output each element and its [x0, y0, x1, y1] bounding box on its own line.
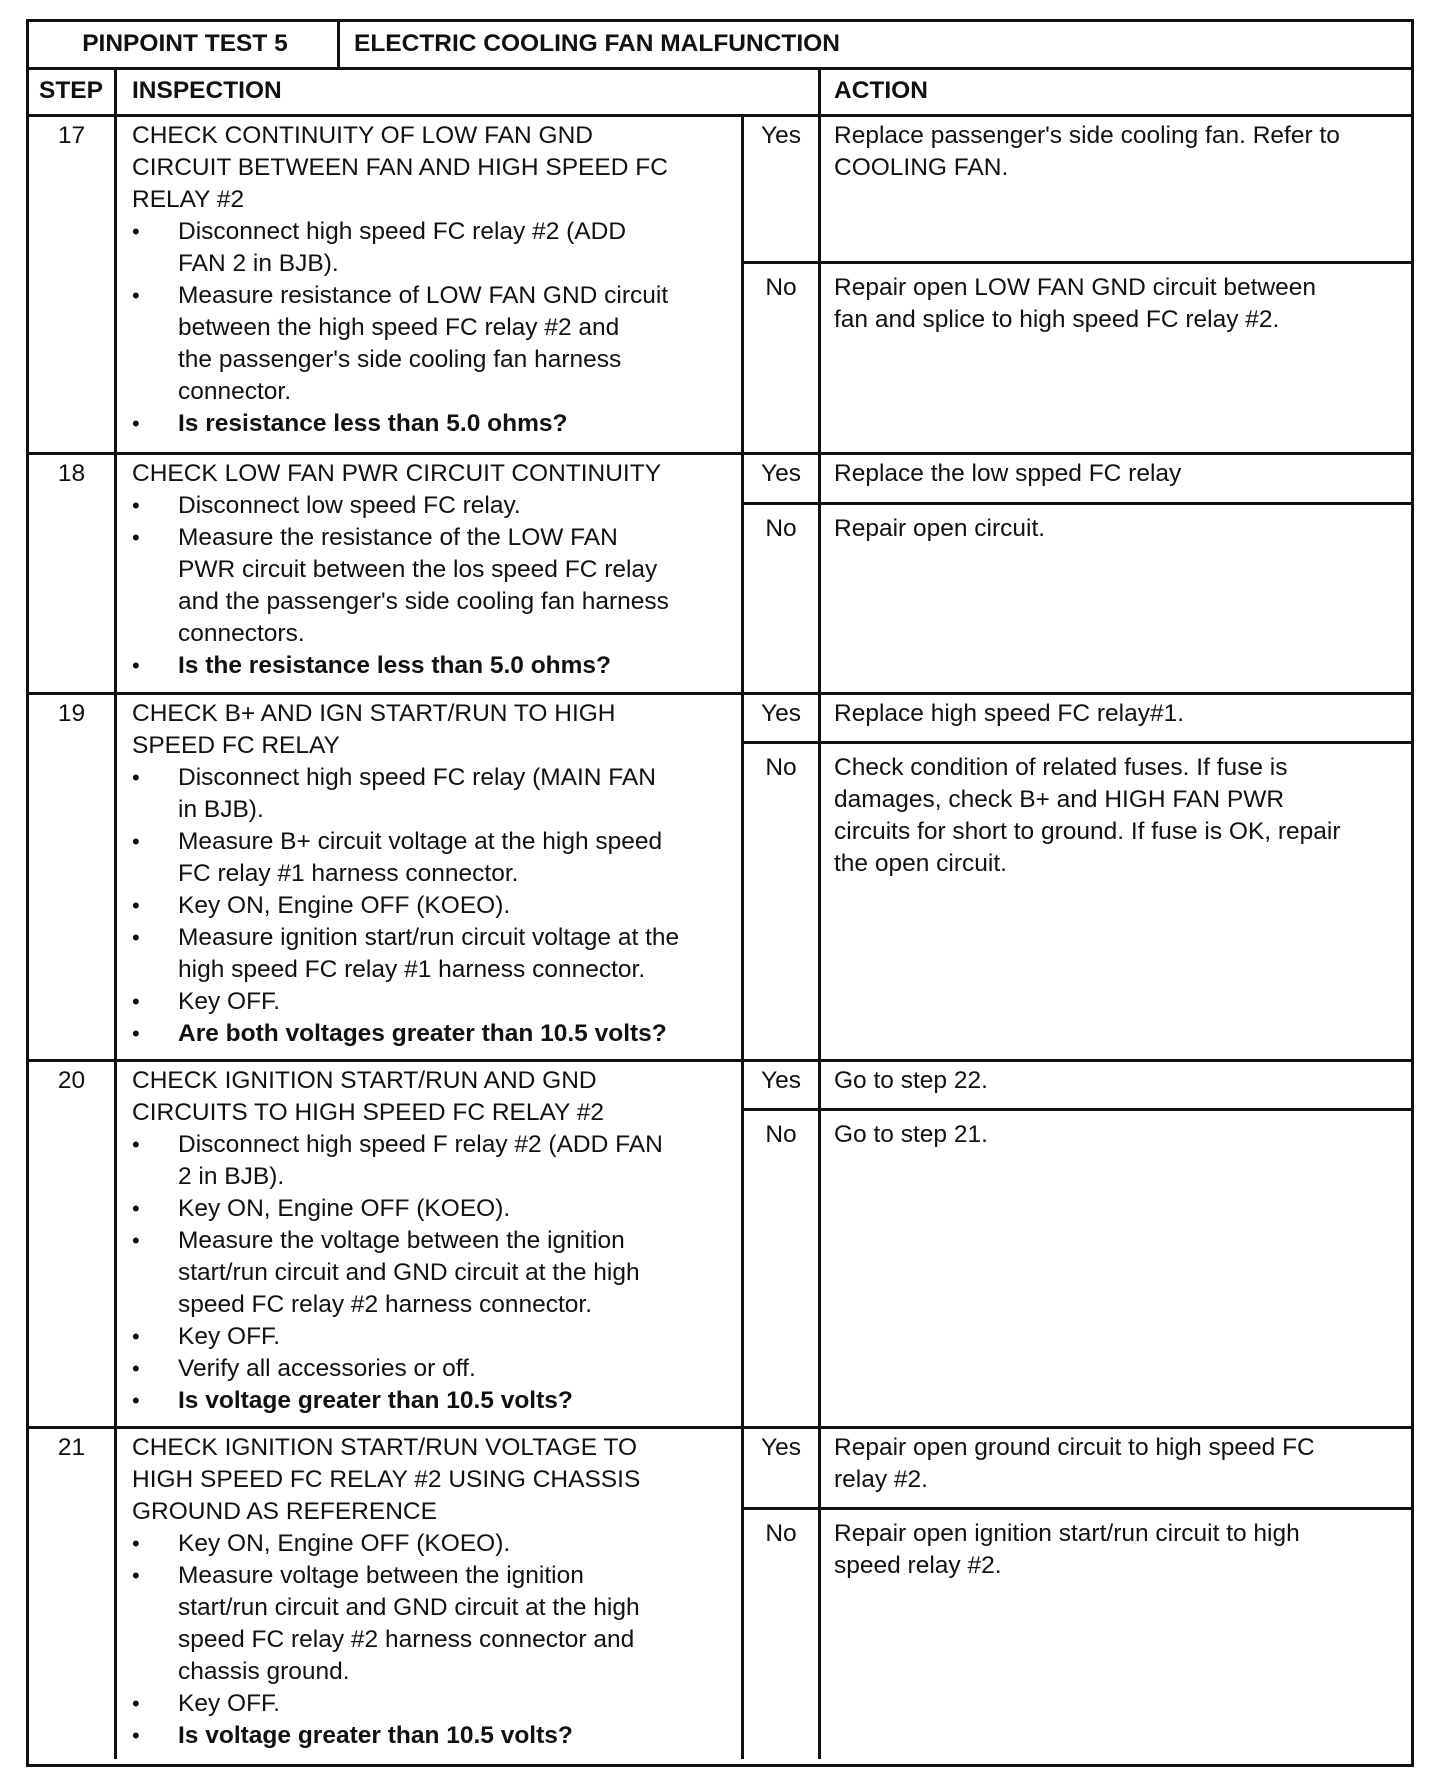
step-instruction-line: PWR circuit between the los speed FC relay — [178, 556, 658, 583]
bullet-icon: • — [132, 1356, 140, 1381]
bullet-icon: • — [132, 1021, 140, 1046]
step-instruction-line: Measure the resistance of the LOW FAN — [178, 524, 618, 551]
rule-vertical — [114, 67, 117, 1759]
yes-action-line: Replace passenger's side cooling fan. Refer to — [834, 122, 1340, 149]
bullet-icon: • — [132, 653, 140, 678]
col-header-step: STEP — [39, 77, 103, 104]
yes-action-line: COOLING FAN. — [834, 154, 1009, 181]
no-action-line: damages, check B+ and HIGH FAN PWR — [834, 786, 1285, 813]
rule-vertical — [818, 67, 821, 1759]
step-number: 19 — [57, 700, 86, 727]
bullet-icon: • — [132, 829, 140, 854]
bullet-icon: • — [132, 411, 140, 436]
step-title-line: HIGH SPEED FC RELAY #2 USING CHASSIS — [132, 1466, 641, 1493]
pinpoint-test-table — [26, 19, 1414, 1767]
step-instruction-line: connectors. — [178, 620, 305, 647]
step-instruction-line: Measure B+ circuit voltage at the high speed — [178, 828, 663, 855]
no-label: No — [765, 515, 797, 542]
bullet-icon: • — [132, 1563, 140, 1588]
step-instruction-line: Disconnect low speed FC relay. — [178, 492, 521, 519]
no-action-line: Repair open LOW FAN GND circuit between — [834, 274, 1317, 301]
no-label: No — [765, 754, 797, 781]
rule-horizontal — [741, 502, 1411, 505]
step-instruction-line: Disconnect high speed FC relay (MAIN FAN — [178, 764, 656, 791]
step-instruction-line: connector. — [178, 378, 292, 405]
yes-label: Yes — [761, 1434, 801, 1461]
step-question-line: Is resistance less than 5.0 ohms? — [178, 410, 568, 437]
rule-horizontal — [741, 1108, 1411, 1111]
step-title-line: CIRCUIT BETWEEN FAN AND HIGH SPEED FC — [132, 154, 668, 181]
step-question-line: Is the resistance less than 5.0 ohms? — [178, 652, 612, 679]
no-action-line: circuits for short to ground. If fuse is OK, repair — [834, 818, 1341, 845]
bullet-icon: • — [132, 1132, 140, 1157]
step-title-line: CHECK LOW FAN PWR CIRCUIT CONTINUITY — [132, 460, 662, 487]
step-instruction-line: Measure ignition start/run circuit voltage at the — [178, 924, 680, 951]
bullet-icon: • — [132, 493, 140, 518]
yes-label: Yes — [761, 1067, 801, 1094]
test-label: PINPOINT TEST 5 — [82, 30, 288, 57]
step-instruction-line: Disconnect high speed F relay #2 (ADD FAN — [178, 1131, 663, 1158]
yes-label: Yes — [761, 122, 801, 149]
step-title-line: RELAY #2 — [132, 186, 245, 213]
step-title-line: GROUND AS REFERENCE — [132, 1498, 437, 1525]
no-action-line: the open circuit. — [834, 850, 1007, 877]
step-number: 17 — [57, 122, 86, 149]
bullet-icon: • — [132, 1388, 140, 1413]
bullet-icon: • — [132, 1228, 140, 1253]
no-action-line: Repair open ignition start/run circuit to high — [834, 1520, 1300, 1547]
step-instruction-line: FC relay #1 harness connector. — [178, 860, 519, 887]
step-title-line: CHECK B+ AND IGN START/RUN TO HIGH — [132, 700, 616, 727]
step-instruction-line: and the passenger's side cooling fan harness — [178, 588, 669, 615]
step-question-line: Are both voltages greater than 10.5 volts? — [178, 1020, 667, 1047]
step-number: 20 — [57, 1067, 86, 1094]
step-instruction-line: Key ON, Engine OFF (KOEO). — [178, 1195, 511, 1222]
no-label: No — [765, 1121, 797, 1148]
step-instruction-line: Measure voltage between the ignition — [178, 1562, 584, 1589]
step-instruction-line: 2 in BJB). — [178, 1163, 285, 1190]
rule-vertical — [337, 22, 340, 67]
yes-label: Yes — [761, 460, 801, 487]
yes-label: Yes — [761, 700, 801, 727]
no-action-line: Repair open circuit. — [834, 515, 1046, 542]
step-title-line: CHECK CONTINUITY OF LOW FAN GND — [132, 122, 593, 149]
step-title-line: CHECK IGNITION START/RUN AND GND — [132, 1067, 597, 1094]
no-action-line: fan and splice to high speed FC relay #2. — [834, 306, 1280, 333]
step-title-line: CIRCUITS TO HIGH SPEED FC RELAY #2 — [132, 1099, 604, 1126]
step-instruction-line: between the high speed FC relay #2 and — [178, 314, 620, 341]
rule-horizontal — [741, 741, 1411, 744]
step-instruction-line: speed FC relay #2 harness connector. — [178, 1291, 593, 1318]
rule-horizontal — [29, 114, 1411, 117]
no-label: No — [765, 274, 797, 301]
step-instruction-line: Key OFF. — [178, 1323, 281, 1350]
bullet-icon: • — [132, 925, 140, 950]
test-title: ELECTRIC COOLING FAN MALFUNCTION — [354, 30, 840, 57]
yes-action-line: relay #2. — [834, 1466, 928, 1493]
bullet-icon: • — [132, 1691, 140, 1716]
bullet-icon: • — [132, 989, 140, 1014]
yes-action-line: Repair open ground circuit to high speed FC — [834, 1434, 1315, 1461]
step-instruction-line: the passenger's side cooling fan harness — [178, 346, 622, 373]
col-header-action: ACTION — [834, 77, 928, 104]
step-instruction-line: Measure the voltage between the ignition — [178, 1227, 625, 1254]
rule-horizontal — [29, 1426, 1411, 1429]
rule-horizontal — [741, 1507, 1411, 1510]
rule-horizontal — [29, 67, 1411, 70]
step-instruction-line: speed FC relay #2 harness connector and — [178, 1626, 635, 1653]
yes-action-line: Go to step 22. — [834, 1067, 988, 1094]
bullet-icon: • — [132, 525, 140, 550]
step-instruction-line: Key OFF. — [178, 988, 281, 1015]
bullet-icon: • — [132, 893, 140, 918]
step-question-line: Is voltage greater than 10.5 volts? — [178, 1722, 573, 1749]
step-instruction-line: Disconnect high speed FC relay #2 (ADD — [178, 218, 627, 245]
yes-action-line: Replace high speed FC relay#1. — [834, 700, 1185, 727]
bullet-icon: • — [132, 1324, 140, 1349]
step-title-line: CHECK IGNITION START/RUN VOLTAGE TO — [132, 1434, 638, 1461]
step-instruction-line: FAN 2 in BJB). — [178, 250, 339, 277]
bullet-icon: • — [132, 1196, 140, 1221]
step-instruction-line: chassis ground. — [178, 1658, 350, 1685]
rule-horizontal — [29, 692, 1411, 695]
rule-horizontal — [29, 452, 1411, 455]
step-instruction-line: Key ON, Engine OFF (KOEO). — [178, 892, 511, 919]
step-instruction-line: high speed FC relay #1 harness connector. — [178, 956, 646, 983]
no-action-line: Check condition of related fuses. If fuse is — [834, 754, 1288, 781]
col-header-inspection: INSPECTION — [132, 77, 282, 104]
bullet-icon: • — [132, 283, 140, 308]
bullet-icon: • — [132, 1531, 140, 1556]
no-label: No — [765, 1520, 797, 1547]
yes-action-line: Replace the low spped FC relay — [834, 460, 1182, 487]
step-number: 18 — [57, 460, 86, 487]
step-question-line: Is voltage greater than 10.5 volts? — [178, 1387, 573, 1414]
bullet-icon: • — [132, 1723, 140, 1748]
no-action-line: speed relay #2. — [834, 1552, 1002, 1579]
step-instruction-line: in BJB). — [178, 796, 264, 823]
bullet-icon: • — [132, 219, 140, 244]
step-number: 21 — [57, 1434, 86, 1461]
no-action-line: Go to step 21. — [834, 1121, 988, 1148]
step-title-line: SPEED FC RELAY — [132, 732, 340, 759]
rule-horizontal — [29, 1059, 1411, 1062]
step-instruction-line: start/run circuit and GND circuit at the high — [178, 1259, 640, 1286]
rule-vertical — [741, 114, 744, 1759]
step-instruction-line: Key ON, Engine OFF (KOEO). — [178, 1530, 511, 1557]
step-instruction-line: Key OFF. — [178, 1690, 281, 1717]
step-instruction-line: start/run circuit and GND circuit at the high — [178, 1594, 640, 1621]
step-instruction-line: Measure resistance of LOW FAN GND circuit — [178, 282, 669, 309]
rule-horizontal — [741, 261, 1411, 264]
step-instruction-line: Verify all accessories or off. — [178, 1355, 476, 1382]
bullet-icon: • — [132, 765, 140, 790]
